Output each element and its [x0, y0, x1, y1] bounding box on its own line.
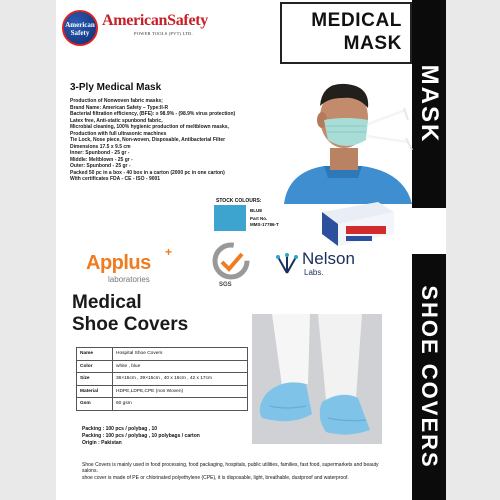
table-row [77, 360, 248, 373]
brand-subtitle: POWER TOOLS (PVT) LTD. [134, 31, 193, 36]
spec-line: Middle: Meltblown - 25 gr - [70, 156, 133, 163]
table-row [77, 373, 248, 386]
packing-line: Packing : 100 pcs / polybag , 10 polybags / carton [82, 433, 200, 439]
shoe-spec-table [76, 347, 248, 411]
part-number-label: Part No. [250, 216, 268, 221]
spec-line: Bacterial filtration efficiency, (BFE): ≥ 98.9% - (98.9% virus protection) [70, 111, 236, 117]
title-line-1: MEDICAL [311, 10, 402, 31]
side-bar-mask [412, 0, 446, 208]
side-label-mask: MASK [416, 64, 443, 144]
spec-line: Outer: Spunbond - 25 gr - [70, 163, 131, 169]
spec-line: Latex free, Anti-static spunbond fabric, [70, 117, 163, 124]
table-key: Material [77, 385, 113, 398]
applus-plus-mark: + [165, 245, 173, 259]
table-value: 60 gsm [113, 398, 248, 411]
table-value: white , blue [113, 360, 248, 373]
logo-text-2: Safety [70, 29, 90, 37]
title-box [280, 2, 412, 64]
origin-line: Origin : Pakistan [82, 440, 122, 446]
logo-text-1: American [65, 21, 95, 29]
mask-heading: 3-Ply Medical Mask [70, 82, 162, 93]
sgs-text: SGS [219, 282, 232, 288]
stock-colours-title: STOCK COLOURS: [216, 198, 262, 204]
spec-line: Packed 50 pc in a box - 40 box in a carton (2000 pc in one carton) [70, 169, 225, 176]
shoe-description-1: Shoe Covers is mainly used in food processing, food packaging, hospitals, public utilities, families, fast food, supermarkets and beauty salons. [82, 462, 379, 475]
shoe-description-2: shoe cover is made of PE or chlorinated polyethylene (CPE), it is disposable, light, breathable, dustproof and waterproof. [82, 475, 349, 481]
table-value: HDPE,LDPE,CPE (non Woven) [113, 385, 248, 398]
shoe-heading-line-2: Shoe Covers [72, 314, 189, 335]
brand-name: AmericanSafety [102, 12, 208, 29]
part-number-value: MMS-17786-T [250, 222, 279, 227]
spec-line: Production of Nonwoven fabric masks; [70, 98, 163, 104]
spec-line: Microbial cleaning, 100% hygienic production of meltblown masks, [70, 124, 229, 130]
table-key: Gsm [77, 398, 113, 411]
table-row [77, 398, 248, 411]
shoe-heading-line-1: Medical [72, 292, 142, 313]
table-value: 36×15cm , 39×15cm , 40 x 16cm , 42 x 17cm [113, 373, 248, 386]
spec-line: Tie Lock, Nose piece, Non-woven, Disposable, Antibacterial Filter [70, 137, 226, 143]
nelson-labs-name: Nelson [302, 249, 355, 268]
table-key: Name [77, 348, 113, 361]
spec-line: Brand Name: American Safety – Type:II-R [70, 104, 169, 111]
blue-color-swatch [214, 205, 246, 231]
table-row [77, 385, 248, 398]
title-line-2: MASK [343, 33, 402, 54]
side-label-shoe-covers: SHOE COVERS [417, 285, 442, 469]
table-key: Color [77, 360, 113, 373]
side-bar-shoe-covers [412, 254, 446, 500]
person-wearing-mask-photo [266, 74, 416, 204]
spec-line: With certificates FDA - CE - ISO - 9001 [70, 176, 161, 182]
table-row [77, 348, 248, 361]
packing-line: Packing : 100 pcs / polybag , 10 [82, 426, 158, 432]
american-safety-logo [62, 10, 98, 46]
applus-logo: Applus [86, 252, 151, 274]
spec-line: Dimensions 17.5 x 9.5 cm [70, 143, 131, 150]
spec-line: Production with full ultrasonic machines [70, 130, 167, 137]
table-value: Hospital Shoe Covers [113, 348, 248, 361]
table-key: Size [77, 373, 113, 386]
product-sheet [56, 0, 446, 500]
spec-line: Inner: Spunbond - 25 gr - [70, 150, 130, 156]
nelson-labs-sub: Labs. [304, 268, 324, 277]
nelson-labs-icon [274, 253, 300, 275]
stock-color-name: BLUE [250, 208, 263, 213]
shoe-covers-photo [252, 314, 382, 444]
applus-laboratories-text: laboratories [108, 275, 150, 284]
mask-box-photo [316, 198, 398, 248]
